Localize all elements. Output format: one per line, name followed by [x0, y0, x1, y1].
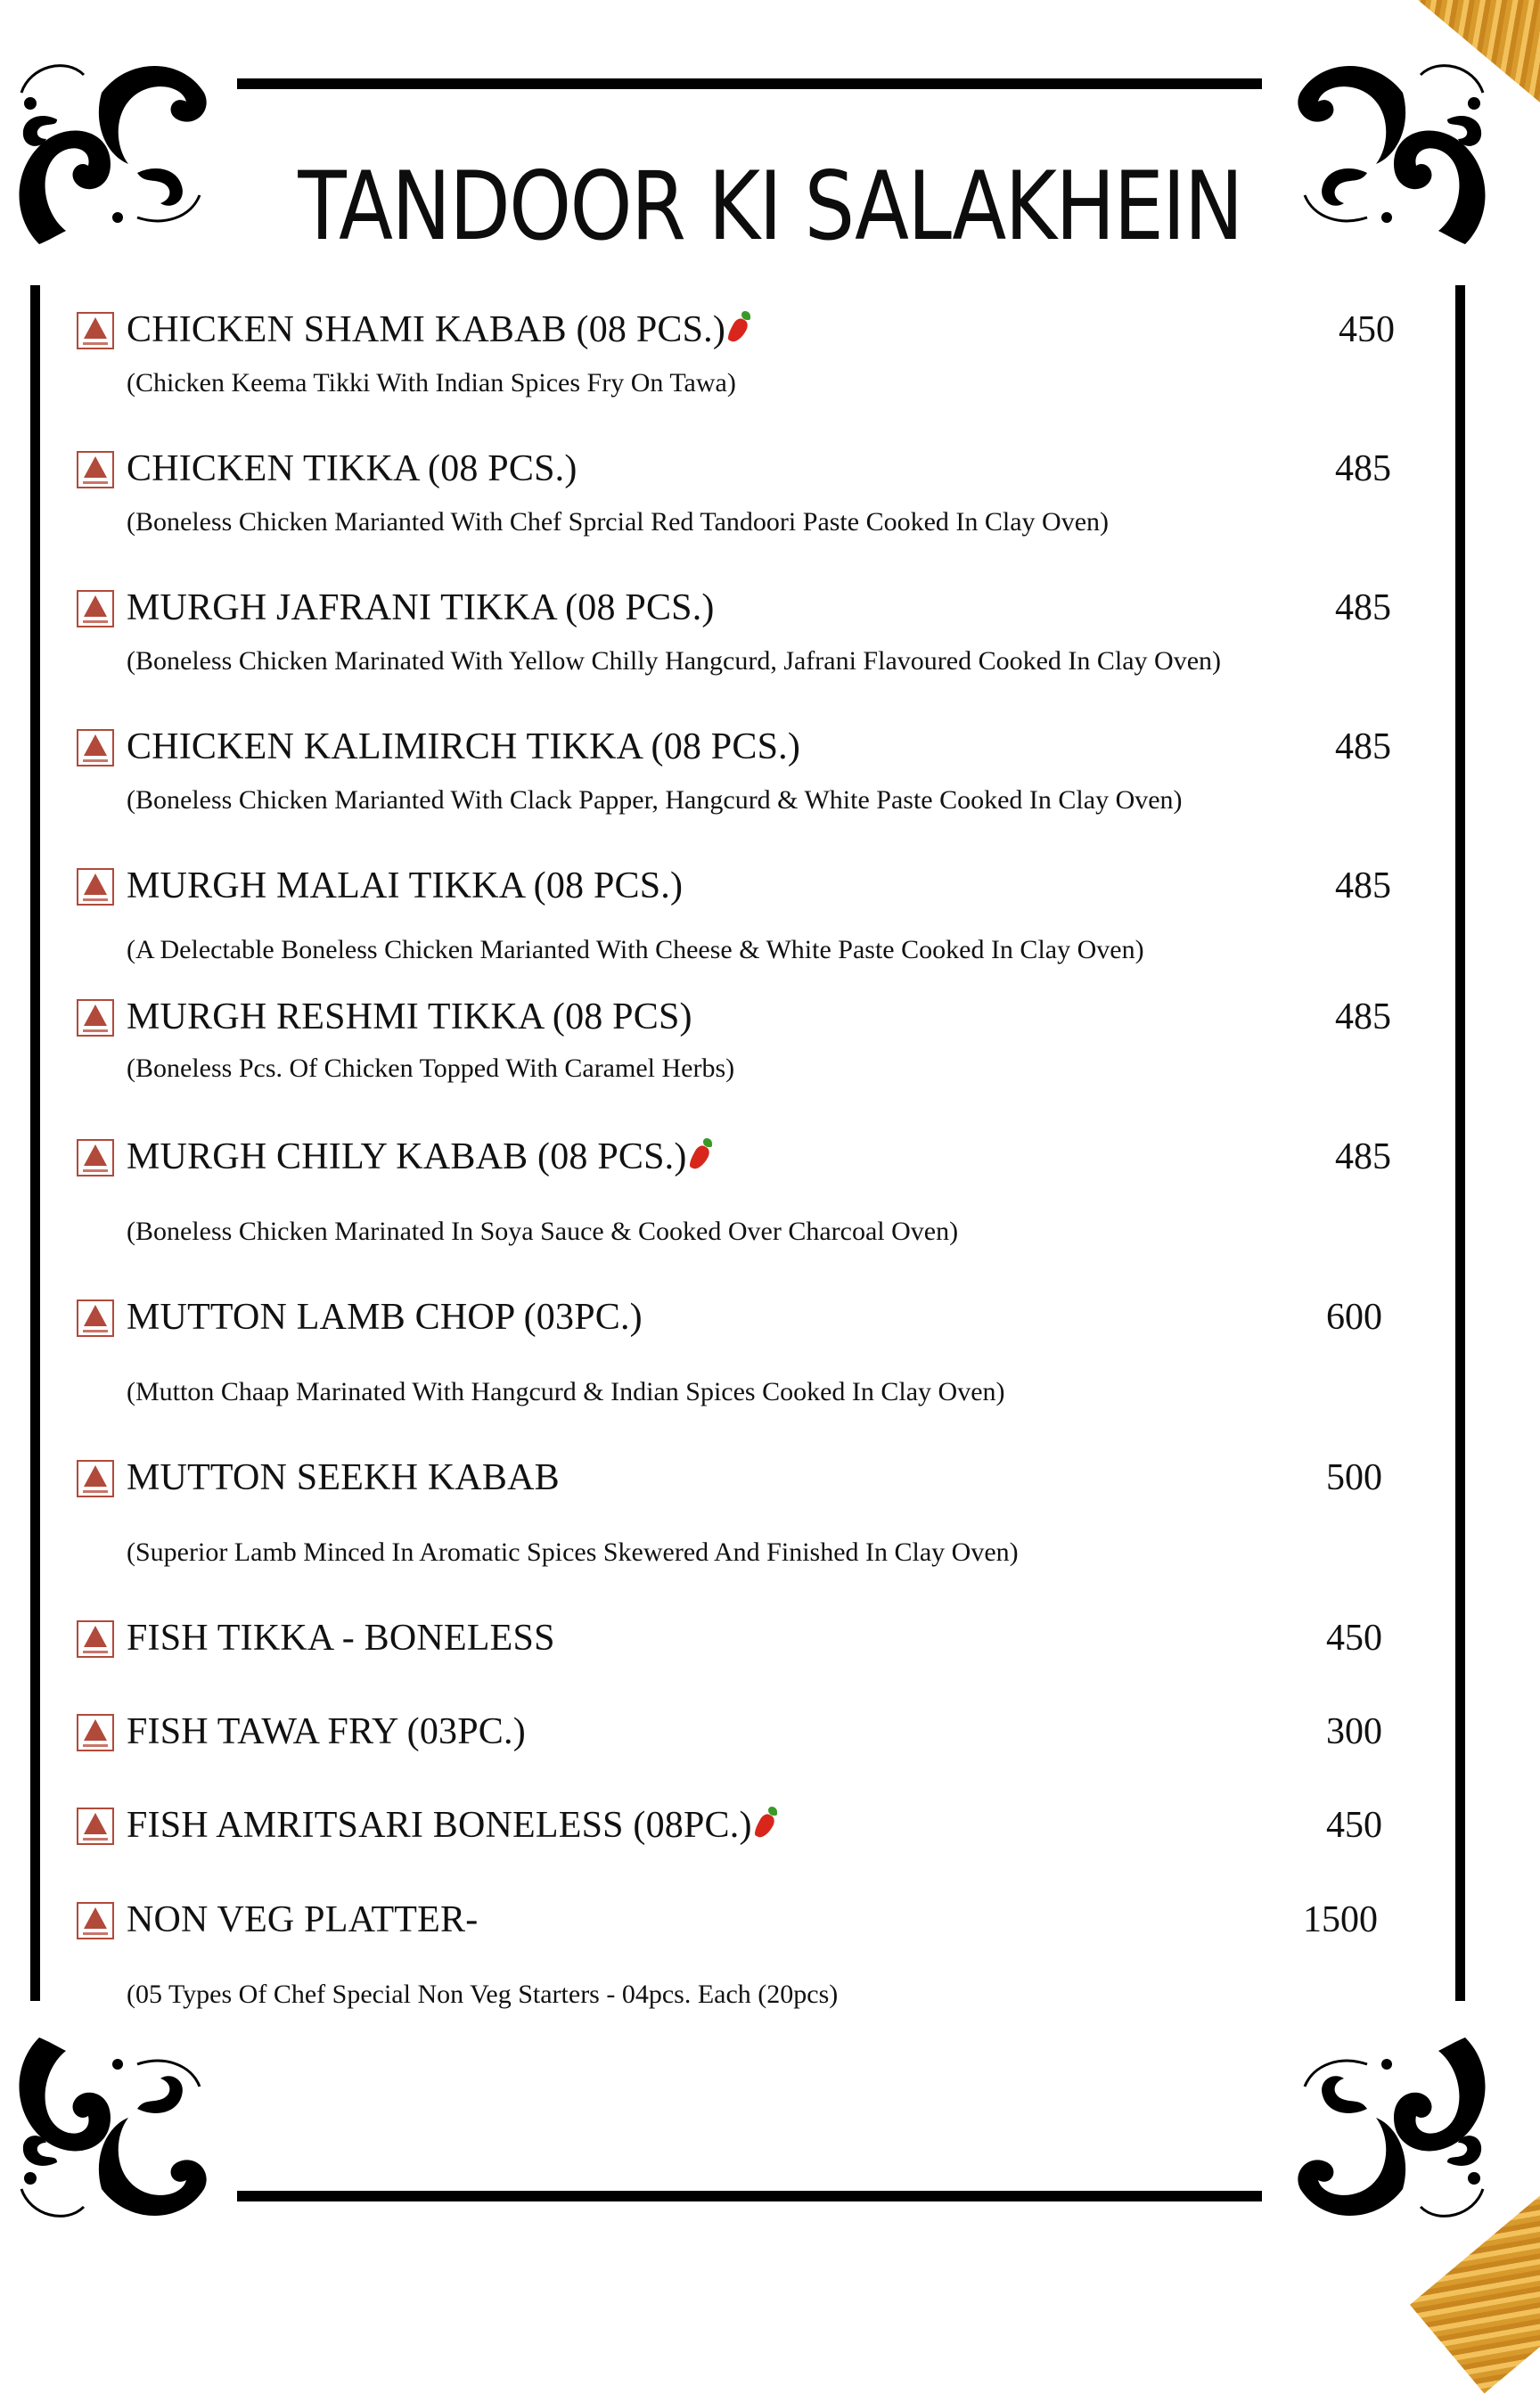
item-price: 485: [1335, 865, 1391, 906]
non-veg-icon: [77, 1714, 114, 1751]
non-veg-icon: [77, 999, 114, 1037]
item-description: (Mutton Chaap Marinated With Hangcurd & Indian Spices Cooked In Clay Oven): [127, 1377, 1005, 1406]
item-name: CHICKEN SHAMI KABAB (08 PCS.): [127, 305, 758, 355]
item-name: MUTTON LAMB CHOP (03PC.): [127, 1297, 643, 1338]
chili-spicy-icon: [754, 1805, 784, 1841]
item-name: MURGH CHILY KABAB (08 PCS.): [127, 1132, 719, 1182]
menu-item: [77, 722, 1413, 815]
non-veg-icon: [77, 312, 114, 349]
frame-left-rule: [30, 285, 40, 2001]
item-description: (Boneless Chicken Marinated In Soya Sauce & Cooked Over Charcoal Oven): [127, 1217, 959, 1246]
non-veg-icon: [77, 1620, 114, 1658]
ornament-corner-icon: [1287, 2029, 1501, 2242]
item-price: 485: [1335, 587, 1391, 628]
menu-item: [77, 1707, 1413, 1757]
item-price: 1500: [1303, 1899, 1378, 1940]
menu-item: [77, 861, 1413, 964]
frame-bottom-rule: [237, 2191, 1262, 2201]
item-name: MUTTON SEEKH KABAB: [127, 1457, 560, 1498]
non-veg-icon: [77, 1808, 114, 1845]
menu-title: TANDOOR KI SALAKHEIN: [298, 152, 1242, 261]
item-description: (A Delectable Boneless Chicken Marianted With Cheese & White Paste Cooked In Clay Oven): [127, 935, 1144, 964]
chili-spicy-icon: [727, 309, 758, 345]
ornament-corner-icon: [4, 2029, 217, 2242]
non-veg-icon: [77, 451, 114, 488]
item-name: CHICKEN TIKKA (08 PCS.): [127, 448, 578, 489]
menu-item: [77, 583, 1413, 676]
item-price: 450: [1326, 1805, 1382, 1846]
non-veg-icon: [77, 1299, 114, 1337]
item-price: 300: [1326, 1711, 1382, 1752]
menu-item: [77, 1453, 1413, 1567]
item-price: 485: [1335, 448, 1391, 489]
item-description: (Boneless Pcs. Of Chicken Topped With Caramel Herbs): [127, 1054, 735, 1083]
menu-item: [77, 444, 1413, 537]
menu-item: [77, 1800, 1413, 1850]
non-veg-icon: [77, 590, 114, 627]
item-name: CHICKEN KALIMIRCH TIKKA (08 PCS.): [127, 726, 801, 767]
item-name: MURGH RESHMI TIKKA (08 PCS): [127, 996, 692, 1037]
item-price: 450: [1339, 309, 1395, 350]
frame-top-rule: [237, 78, 1262, 89]
item-price: 485: [1335, 996, 1391, 1037]
non-veg-icon: [77, 1902, 114, 1939]
item-description: (Boneless Chicken Marianted With Clack Papper, Hangcurd & White Paste Cooked In Clay Oven): [127, 785, 1183, 815]
frame-right-rule: [1455, 285, 1465, 2001]
menu-item: [77, 1895, 1413, 2009]
non-veg-icon: [77, 1460, 114, 1497]
item-price: 485: [1335, 1136, 1391, 1177]
non-veg-icon: [77, 729, 114, 767]
item-price: 500: [1326, 1457, 1382, 1498]
non-veg-icon: [77, 1139, 114, 1177]
non-veg-icon: [77, 868, 114, 906]
item-description: (Superior Lamb Minced In Aromatic Spices Skewered And Finished In Clay Oven): [127, 1537, 1019, 1567]
item-name: MURGH JAFRANI TIKKA (08 PCS.): [127, 587, 715, 628]
item-price: 450: [1326, 1618, 1382, 1659]
item-description: (Boneless Chicken Marinated With Yellow Chilly Hangcurd, Jafrani Flavoured Cooked In Clay Oven): [127, 646, 1222, 676]
item-description: (Chicken Keema Tikki With Indian Spices Fry On Tawa): [127, 368, 736, 398]
menu-item: [77, 992, 1413, 1083]
menu-item: [77, 1132, 1413, 1246]
item-description: (Boneless Chicken Marianted With Chef Sprcial Red Tandoori Paste Cooked In Clay Oven): [127, 507, 1110, 537]
item-name: FISH TAWA FRY (03PC.): [127, 1711, 526, 1752]
menu-item: [77, 305, 1413, 398]
item-name: FISH AMRITSARI BONELESS (08PC.): [127, 1800, 784, 1850]
item-name: FISH TIKKA - BONELESS: [127, 1618, 555, 1659]
item-price: 485: [1335, 726, 1391, 767]
item-name: NON VEG PLATTER-: [127, 1899, 479, 1940]
menu-item: [77, 1292, 1413, 1406]
chili-spicy-icon: [689, 1136, 719, 1172]
item-description: (05 Types Of Chef Special Non Veg Starters - 04pcs. Each (20pcs): [127, 1980, 839, 2009]
item-price: 600: [1326, 1297, 1382, 1338]
menu-item: [77, 1613, 1413, 1663]
item-name: MURGH MALAI TIKKA (08 PCS.): [127, 865, 684, 906]
